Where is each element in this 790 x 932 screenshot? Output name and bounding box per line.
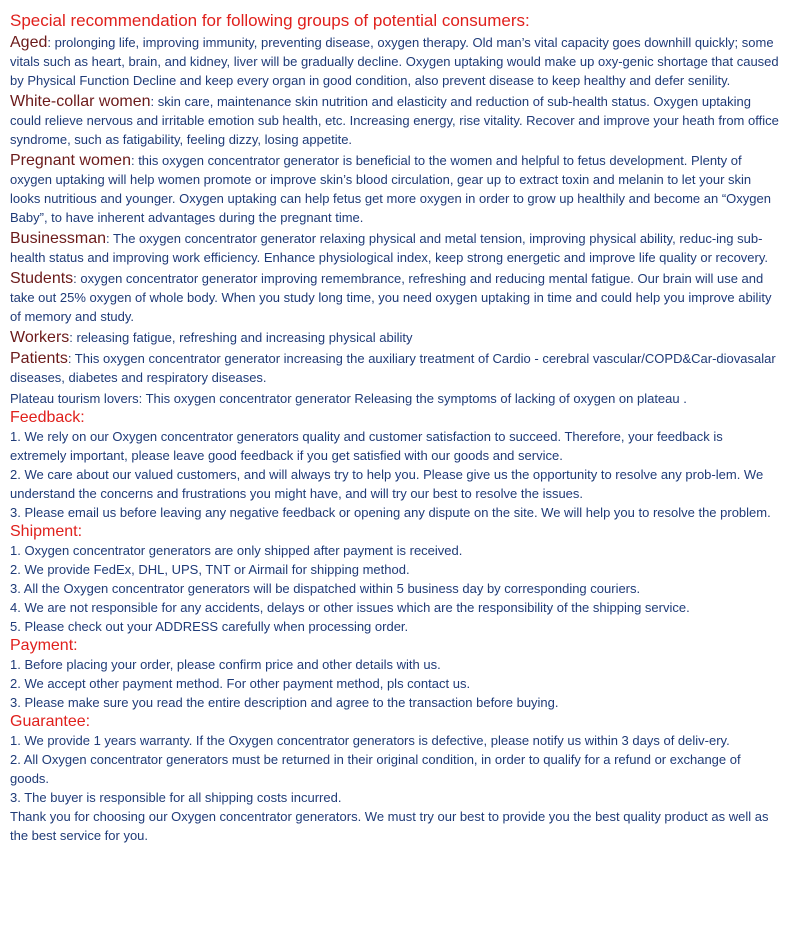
group-name: Patients: [10, 350, 68, 367]
section-line: 3. Please email us before leaving any negative feedback or opening any dispute on the site. We will help you to resolve the problem.: [10, 505, 771, 520]
group-description: : This oxygen concentrator generator increasing the auxiliary treatment of Cardio - cerebral vascular/COPD&Car-diovasalar diseases, diabetes and respiratory diseases.: [10, 351, 776, 385]
consumer-group: [10, 229, 782, 267]
consumer-group: [10, 33, 782, 90]
consumer-groups: [10, 33, 782, 387]
section-guarantee: [10, 712, 782, 845]
section-line: 2. All Oxygen concentrator generators must be returned in their original condition, in order to qualify for a refund or exchange of goods.: [10, 752, 741, 786]
section-payment: [10, 636, 782, 712]
section-line: 4. We are not responsible for any accidents, delays or other issues which are the responsibility of the shipping service.: [10, 600, 690, 615]
section-line: 1. We provide 1 years warranty. If the Oxygen concentrator generators is defective, please notify us within 3 days of deliv-ery.: [10, 733, 730, 748]
section-shipment: [10, 522, 782, 636]
section-line: 1. Oxygen concentrator generators are only shipped after payment is received.: [10, 543, 463, 558]
section-heading: Shipment:: [10, 523, 83, 540]
section-line: 3. Please make sure you read the entire description and agree to the transaction before buying.: [10, 695, 559, 710]
section-line: 1. We rely on our Oxygen concentrator generators quality and customer satisfaction to succeed. Therefore, your feedback is extremely important, please leave good feedback if you get satisfied with our goods and service.: [10, 429, 723, 463]
section-line: 1. Before placing your order, please confirm price and other details with us.: [10, 657, 441, 672]
section-line: 2. We accept other payment method. For other payment method, pls contact us.: [10, 676, 471, 691]
plateau-note: Plateau tourism lovers: This oxygen concentrator generator Releasing the symptoms of lacking of oxygen on plateau .: [10, 391, 687, 406]
section-heading: Payment:: [10, 637, 78, 654]
recommendation-title: Special recommendation for following groups of potential consumers:: [10, 11, 530, 30]
product-description: [10, 10, 782, 845]
section-line: 2. We care about our valued customers, and will always try to help you. Please give us the opportunity to resolve any prob-lem. We understand the concerns and frustrations you might have, and will try our best to resolve the issues.: [10, 467, 764, 501]
section-line: 3. All the Oxygen concentrator generators will be dispatched within 5 business day by corresponding couriers.: [10, 581, 641, 596]
group-description: : The oxygen concentrator generator relaxing physical and metal tension, improving physical ability, reduc-ing sub-health status and improving work efficiency. Enhance physiological index, keep strong energetic and improve life quality or recovery.: [10, 231, 769, 265]
group-name: White-collar women: [10, 93, 151, 110]
policy-sections: [10, 408, 782, 845]
group-description: : oxygen concentrator generator improving remembrance, refreshing and reducing mental fatigue. Our brain will use and take out 25% oxygen of whole body. When you study long time, you need oxygen uptaking in time and could help you improve ability of memory and study.: [10, 271, 772, 324]
group-name: Workers: [10, 329, 70, 346]
group-name: Students: [10, 270, 74, 287]
consumer-group: [10, 328, 782, 347]
group-description: : skin care, maintenance skin nutrition and elasticity and reduction of sub-health status. Oxygen uptaking could relieve nervous and irritable emotion sub health, etc. Increasing energy, rise vitality. Recover and improve your heath from office syndrome, such as fatigability, feeling dizzy, losing appetite.: [10, 94, 779, 147]
group-name: Businessman: [10, 230, 107, 247]
consumer-group: [10, 92, 782, 149]
group-name: Aged: [10, 34, 48, 51]
group-description: : this oxygen concentrator generator is beneficial to the women and helpful to fetus development. Plenty of oxygen uptaking will help women promote or improve skin’s blood circulation, gear up to extract toxin and melanin to let your skin looks nutritious and younger. Oxygen uptaking can help fetus get more oxygen in order to grow up healthily and become an “Oxygen Baby”, to have inherent advantages during the pregnant time.: [10, 153, 771, 225]
consumer-group: [10, 269, 782, 326]
group-description: : releasing fatigue, refreshing and increasing physical ability: [69, 330, 413, 345]
group-name: Pregnant women: [10, 152, 131, 169]
consumer-group: [10, 151, 782, 227]
section-feedback: [10, 408, 782, 522]
section-line: 2. We provide FedEx, DHL, UPS, TNT or Airmail for shipping method.: [10, 562, 410, 577]
section-line: 3. The buyer is responsible for all shipping costs incurred.: [10, 790, 342, 805]
consumer-group: [10, 349, 782, 387]
section-line: 5. Please check out your ADDRESS carefully when processing order.: [10, 619, 409, 634]
section-heading: Guarantee:: [10, 713, 91, 730]
group-description: : prolonging life, improving immunity, preventing disease, oxygen therapy. Old man’s vital capacity goes downhill quickly; some vitals such as heart, brain, and kidney, liver will be gradually decline. Oxygen uptaking would make up oxy-genic shortage that caused by Physical Function Decline and keep every organ in good condition, also prevent disease to keep healthy and defer senility.: [10, 35, 779, 88]
section-heading: Feedback:: [10, 409, 85, 426]
section-line: Thank you for choosing our Oxygen concentrator generators. We must try our best to provide you the best quality product as well as the best service for you.: [10, 809, 769, 843]
